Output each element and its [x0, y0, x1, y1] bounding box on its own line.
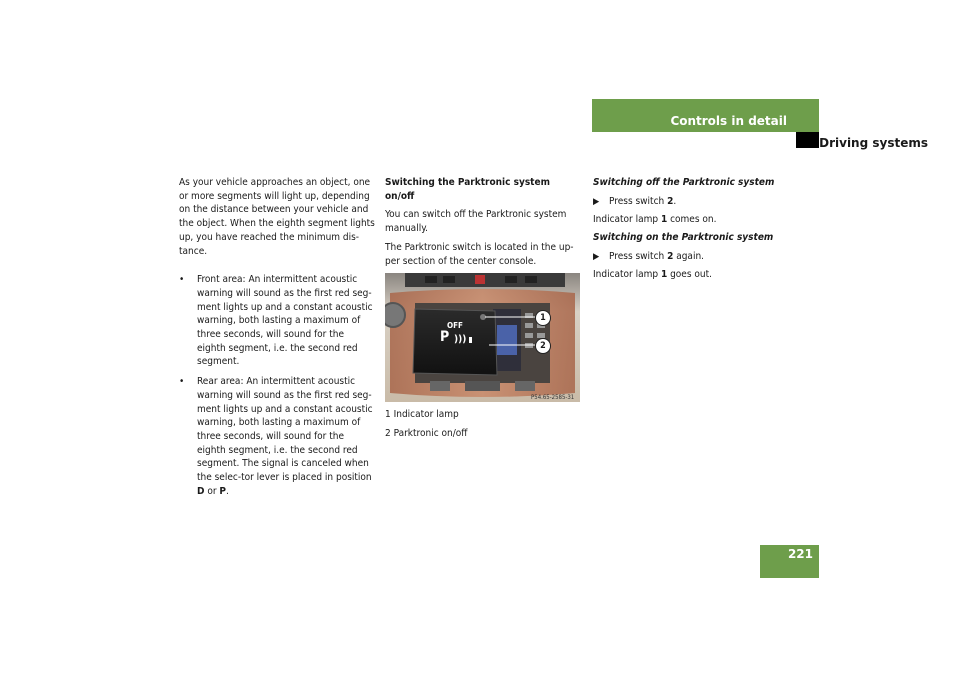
switch-on-heading: Switching on the Parktronic system [593, 232, 774, 244]
page-number-box [760, 545, 819, 578]
photo-code: P54.65-2585-31 [531, 394, 575, 402]
caption-2 [385, 427, 581, 441]
step-num: 2 [667, 251, 674, 263]
bullet-symbol: • [179, 376, 185, 388]
page-number: 221 [787, 547, 813, 561]
caption-1 [385, 408, 581, 422]
step-text [609, 250, 704, 264]
step-post: again. [673, 251, 704, 263]
column-1 [179, 176, 375, 504]
switch-off-heading: Switching off the Parktronic system [593, 177, 775, 188]
result-post: comes on. [667, 213, 717, 225]
caption-text: Indicator lamp [393, 409, 459, 421]
bullet-text: Front area: An intermittent acoustic warning will sound as the first red seg-ment lights up and a constant acoustic warning, both lasting a maximum of three seconds, will sound for the eighth segment, i.e. the second red segment. [197, 274, 373, 368]
bullet-rear [179, 375, 375, 498]
step-pre: Press switch [609, 251, 668, 263]
column-2 [385, 176, 581, 446]
switch-off-step [593, 195, 789, 209]
step-pre: Press switch [609, 195, 668, 207]
result-pre: Indicator lamp [593, 213, 661, 225]
manual-paragraph: You can switch off the Parktronic system manually. [385, 209, 567, 235]
callout-1: 1 [535, 310, 551, 326]
console-photo [385, 273, 580, 402]
switch-off-result [593, 213, 789, 227]
switch-on-step [593, 250, 789, 264]
bullet-body: Rear area: An intermittent acoustic warning will sound as the first red seg-ment lights up and a constant acoustic warning, both lasting a maximum of three seconds, will sound for the eighth segment, i.e. the second red segment. The signal is canceled when the selec-tor lever is placed in position [197, 376, 373, 484]
console-illustration [385, 273, 580, 402]
step-arrow-icon: ▶ [593, 196, 600, 207]
bullet-front [179, 273, 375, 369]
caption-num: 1 [385, 409, 391, 421]
switch-off-label: OFF [447, 321, 463, 331]
column-3 [593, 176, 789, 287]
result-pre: Indicator lamp [593, 269, 661, 281]
gear-p: P [219, 485, 226, 497]
gear-or: or [204, 485, 220, 497]
gear-d: D [197, 485, 205, 497]
callout-2: 2 [535, 338, 551, 354]
caption-num: 2 [385, 427, 391, 439]
step-arrow-icon: ▶ [593, 252, 600, 263]
bullet-symbol: • [179, 274, 185, 286]
step-post: . [673, 195, 677, 207]
warning-bar-icon [469, 337, 472, 343]
header-marker [796, 132, 819, 148]
switch-on-result [593, 268, 789, 282]
parktronic-symbol: P [440, 329, 450, 346]
section-header [592, 99, 819, 132]
result-num: 1 [660, 213, 668, 225]
step-text [609, 195, 676, 209]
result-num: 1 [660, 269, 668, 281]
step-num: 2 [667, 195, 674, 207]
sensor-waves-icon: ))) [454, 334, 467, 346]
period: . [226, 485, 229, 497]
section-title: Controls in detail [670, 114, 787, 128]
location-paragraph: The Parktronic switch is located in the up-per section of the center console. [385, 241, 574, 267]
result-post: goes out. [667, 269, 712, 281]
caption-text: Parktronic on/off [393, 427, 468, 439]
switching-heading: Switching the Parktronic system on/off [385, 177, 550, 202]
intro-paragraph: As your vehicle approaches an object, one or more segments will light up, depending on the distance between your vehicle and the object. When the eighth segment lights up, you have reached the minimum dis-tance. [179, 177, 375, 257]
bullet-text [197, 375, 375, 498]
subsection-title: Driving systems [819, 136, 928, 150]
